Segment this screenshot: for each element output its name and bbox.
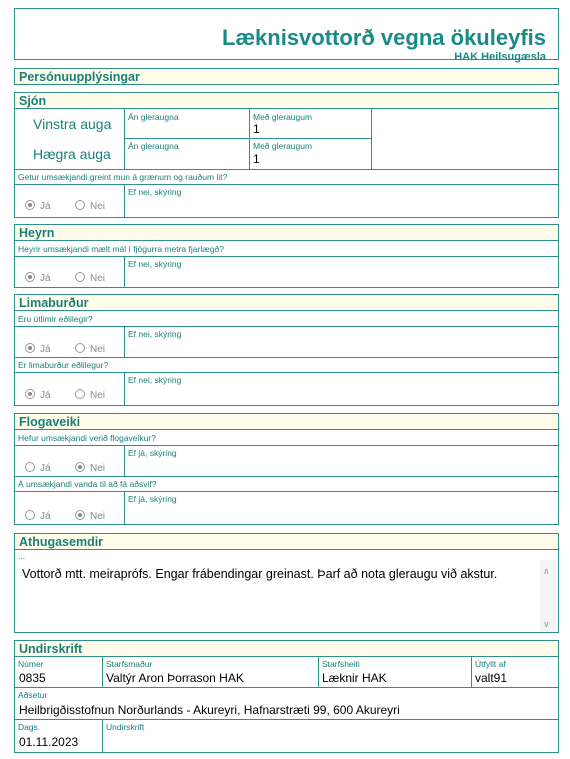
radio-empty-icon [25, 510, 35, 520]
radio-selected-icon [75, 510, 85, 520]
epilepsy2-explain-label: Ef já, skýring [128, 494, 177, 504]
radio-selected-icon [75, 462, 85, 472]
color-question: Getur umsækjandi greint mun á grænum og rauðum lit? [18, 172, 228, 182]
sign-label: Undirskrift [106, 722, 145, 732]
radio-empty-icon [75, 343, 85, 353]
limbs-question-2: Er limaburður eðlilegur? [18, 360, 109, 370]
remarks-text: Vottorð mtt. meiraprófs. Engar frábendingar greinast. Þarf að nota gleraugu við akstur. [22, 567, 498, 581]
date-label: Dags. [18, 722, 41, 732]
right-eye-label: Hægra auga [33, 146, 111, 162]
limbs2-yes-radio[interactable]: Já [25, 389, 51, 401]
address-label: Aðsetur [18, 690, 48, 700]
address-value: Heilbrigðisstofnun Norðurlands - Akureyri, Hafnarstræti 99, 600 Akureyri [19, 703, 400, 717]
header-box [14, 8, 559, 63]
right-with-glasses-value[interactable]: 1 [253, 152, 260, 166]
limbs1-explain-label: Ef nei, skýring [128, 329, 182, 339]
right-with-glasses-label: Með gleraugum [253, 141, 313, 151]
remarks-scrollbar[interactable] [540, 560, 557, 632]
epilepsy-table [14, 429, 559, 525]
radio-selected-icon [25, 389, 35, 399]
limbs1-no-radio[interactable]: Nei [75, 343, 105, 355]
signature-table [14, 656, 559, 753]
limbs-question-1: Eru útlimir eðlilegir? [18, 314, 93, 324]
epilepsy1-explain-label: Ef já, skýring [128, 448, 177, 458]
hearing-yes-radio[interactable]: Já [25, 272, 51, 284]
scroll-down-icon[interactable]: ∨ [543, 619, 550, 629]
section-signature: Undirskrift [14, 640, 559, 657]
vision-table [14, 108, 559, 218]
radio-empty-icon [75, 272, 85, 282]
date-value: 01.11.2023 [19, 735, 79, 749]
epilepsy2-no-radio[interactable]: Nei [75, 510, 105, 522]
limbs-table [14, 310, 559, 406]
left-eye-label: Vinstra auga [33, 116, 112, 132]
number-label: Númer [18, 659, 44, 669]
section-remarks: Athugasemdir [14, 533, 559, 550]
number-value: 0835 [19, 671, 46, 685]
limbs2-no-radio[interactable]: Nei [75, 389, 105, 401]
filled-by-value: valt91 [475, 671, 508, 685]
radio-empty-icon [25, 462, 35, 472]
radio-selected-icon [25, 200, 35, 210]
epilepsy2-yes-radio[interactable]: Já [25, 510, 51, 522]
radio-empty-icon [75, 200, 85, 210]
page-title: Læknisvottorð vegna ökuleyfis [222, 25, 546, 50]
section-personal[interactable]: Persónuupplýsingar [14, 68, 559, 85]
filled-by-label: Útfyllt af [475, 659, 506, 669]
staff-label: Starfsmaður [106, 659, 153, 669]
epilepsy-question-2: Á umsækjandi vanda til að fá aðsvif? [18, 479, 157, 489]
hearing-question: Heyrir umsækjandi mælt mál í fjögurra metra fjarlægð? [18, 244, 224, 254]
radio-selected-icon [25, 272, 35, 282]
remarks-textarea[interactable] [15, 560, 558, 632]
epilepsy-question-1: Hefur umsækjandi verið flogaveikur? [18, 433, 156, 443]
color-no-radio[interactable]: Nei [75, 200, 105, 212]
radio-empty-icon [75, 389, 85, 399]
staff-value: Valtýr Aron Þorrason HAK [106, 671, 244, 685]
job-title-label: Starfsheiti [322, 659, 360, 669]
section-limbs: Limaburður [14, 294, 559, 311]
limbs1-yes-radio[interactable]: Já [25, 343, 51, 355]
hearing-explain-label: Ef nei, skýring [128, 259, 182, 269]
remarks-box [14, 549, 559, 633]
color-yes-radio[interactable]: Já [25, 200, 51, 212]
epilepsy1-yes-radio[interactable]: Já [25, 462, 51, 474]
right-without-glasses-label: Án gleraugna [128, 141, 179, 151]
section-vision: Sjón [14, 92, 559, 109]
section-epilepsy: Flogaveiki [14, 413, 559, 430]
limbs2-explain-label: Ef nei, skýring [128, 375, 182, 385]
section-hearing: Heyrn [14, 224, 559, 241]
epilepsy1-no-radio[interactable]: Nei [75, 462, 105, 474]
job-title-value: Læknir HAK [322, 671, 387, 685]
hearing-no-radio[interactable]: Nei [75, 272, 105, 284]
left-with-glasses-label: Með gleraugum [253, 112, 313, 122]
left-with-glasses-value[interactable]: 1 [253, 122, 260, 136]
color-explain-label: Ef nei, skýring [128, 187, 182, 197]
radio-selected-icon [25, 343, 35, 353]
left-without-glasses-label: Án gleraugna [128, 112, 179, 122]
hearing-table [14, 240, 559, 288]
page-subtitle: HAK Heilsugæsla [454, 51, 546, 63]
remarks-small-label: ... [18, 551, 26, 561]
scroll-up-icon[interactable]: ∧ [543, 566, 550, 576]
